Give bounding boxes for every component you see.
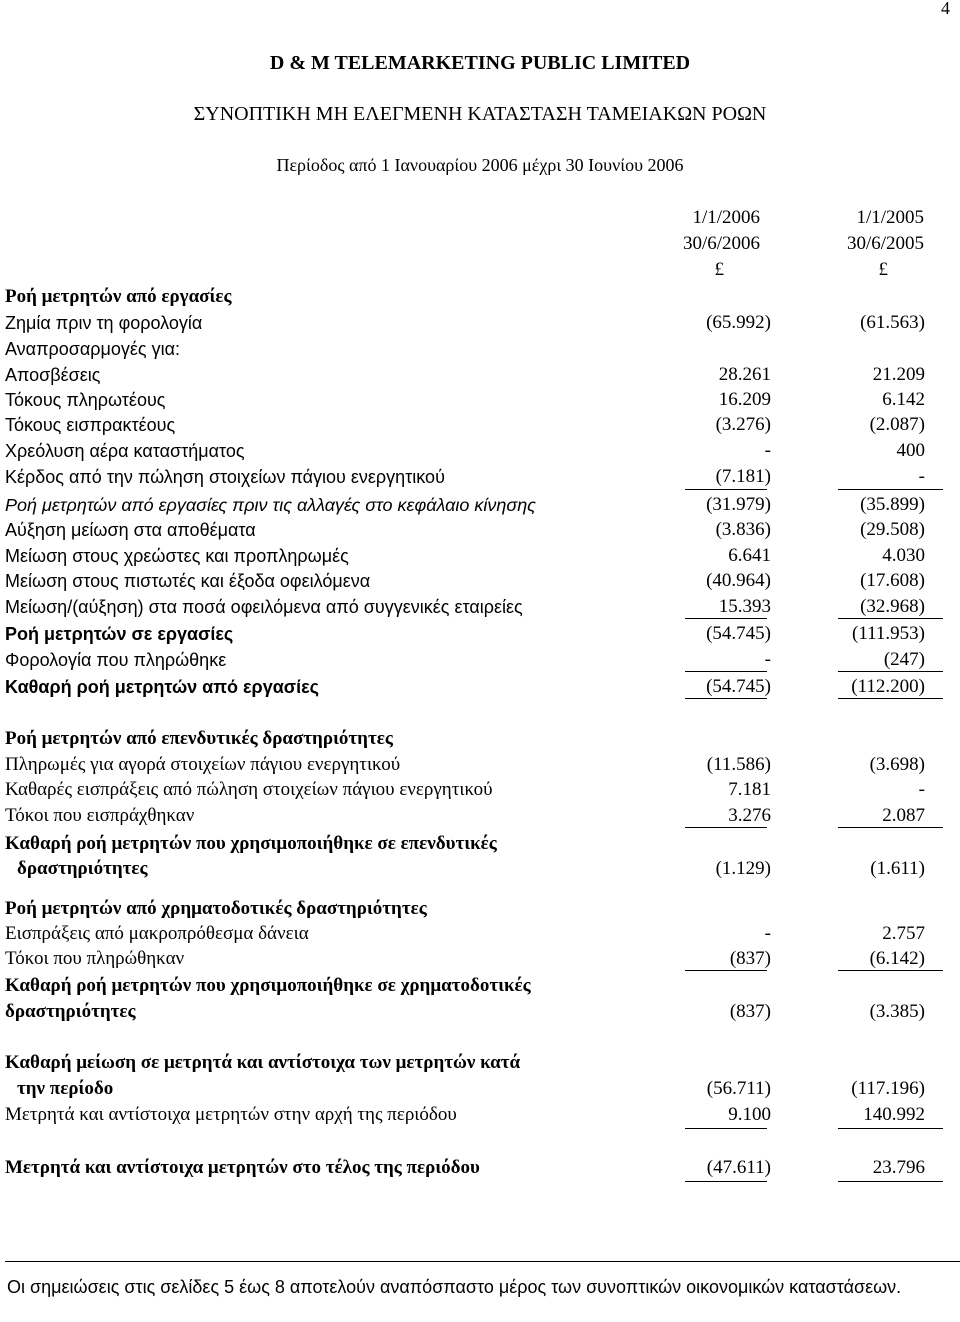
row-label: Μετρητά και αντίστοιχα μετρητών στην αρχή της περιόδου xyxy=(5,1104,457,1125)
subtotal-rule xyxy=(838,489,943,490)
column-2005-from: 1/1/2005 xyxy=(856,207,924,228)
value-2005: (2.087) xyxy=(869,414,925,435)
table-row xyxy=(5,621,945,647)
subtotal-rule xyxy=(838,970,943,971)
page-number: 4 xyxy=(941,0,950,18)
table-row xyxy=(5,777,945,803)
table-row xyxy=(5,517,945,543)
value-2005: (117.196) xyxy=(851,1078,925,1099)
table-row xyxy=(5,492,945,518)
row-label: Αναπροσαρμογές για: xyxy=(5,339,180,359)
value-2006: - xyxy=(764,649,771,670)
row-label: Ροή μετρητών από εργασίες πριν τις αλλαγές στο κεφάλαιο κίνησης xyxy=(5,495,536,515)
row-label: Ροή μετρητών από εργασίες xyxy=(5,286,232,307)
row-label: Μείωση στους χρεώστες και προπληρωμές xyxy=(5,546,349,566)
value-2005: 4.030 xyxy=(882,545,925,566)
value-2005: (112.200) xyxy=(851,676,925,697)
value-2006: (3.836) xyxy=(715,519,771,540)
subtotal-rule xyxy=(685,970,767,971)
row-label: δραστηριότητες xyxy=(5,1001,136,1022)
table-row xyxy=(5,568,945,594)
column-2006-from: 1/1/2006 xyxy=(692,207,760,228)
table-row xyxy=(5,284,945,310)
subtotal-rule xyxy=(838,1128,943,1129)
column-2005-to: 30/6/2005 xyxy=(846,233,924,254)
row-label: Τόκοι που εισπράχθηκαν xyxy=(5,805,195,826)
subtotal-rule xyxy=(838,618,943,619)
row-label: δραστηριότητες xyxy=(17,858,148,879)
value-2006: (1.129) xyxy=(715,858,771,879)
value-2006: 16.209 xyxy=(718,389,771,410)
table-row xyxy=(5,1050,945,1076)
value-2006: (837) xyxy=(729,948,771,969)
row-label: Αύξηση μείωση στα αποθέματα xyxy=(5,520,256,540)
value-2006: 6.641 xyxy=(728,545,771,566)
row-label: Μείωση στους πιστωτές και έξοδα οφειλόμενα xyxy=(5,571,371,591)
row-label: Ροή μετρητών σε εργασίες xyxy=(5,624,234,644)
value-2005: (32.968) xyxy=(860,596,925,617)
table-row xyxy=(5,310,945,336)
table-row xyxy=(5,831,945,857)
value-2005: 2.087 xyxy=(882,805,925,826)
footnote: Οι σημειώσεις στις σελίδες 5 έως 8 αποτελούν αναπόσπαστο μέρος των συνοπτικών οικονομικών καταστάσεων. xyxy=(7,1277,902,1297)
table-row xyxy=(5,921,945,947)
subtotal-rule xyxy=(685,671,767,672)
table-row xyxy=(5,1155,945,1181)
value-2006: (3.276) xyxy=(715,414,771,435)
footnote-divider xyxy=(5,1261,960,1262)
table-row xyxy=(5,362,945,388)
value-2006: 15.393 xyxy=(718,596,771,617)
value-2005: (29.508) xyxy=(860,519,925,540)
table-row xyxy=(5,752,945,778)
statement-title: ΣΥΝΟΠΤΙΚΗ ΜΗ ΕΛΕΓΜΕΝΗ ΚΑΤΑΣΤΑΣΗ ΤΑΜΕΙΑΚΩΝ ΡΟΩΝ xyxy=(193,103,767,125)
value-2006: (837) xyxy=(729,1001,771,1022)
row-label: Ροή μετρητών από επενδυτικές δραστηριότητες xyxy=(5,728,393,749)
column-2006-currency: £ xyxy=(714,259,724,280)
row-label: Καθαρή ροή μετρητών που χρησιμοποιήθηκε σε χρηματοδοτικές xyxy=(5,975,531,996)
value-2006: (54.745) xyxy=(706,623,771,644)
company-name: D & M TELEMARKETING PUBLIC LIMITED xyxy=(269,52,691,74)
value-2005: (3.698) xyxy=(869,754,925,775)
total-rule xyxy=(685,698,767,699)
section-heading xyxy=(5,726,945,752)
row-label: Καθαρή ροή μετρητών από εργασίες xyxy=(5,677,319,697)
value-2005: - xyxy=(918,779,925,800)
row-label: Εισπράξεις από μακροπρόθεσμα δάνεια xyxy=(5,923,309,944)
subtotal-rule xyxy=(685,1128,767,1129)
row-label: Τόκοι που πληρώθηκαν xyxy=(5,948,185,969)
value-2005: (1.611) xyxy=(870,858,925,879)
subtotal-rule xyxy=(685,489,767,490)
section-heading xyxy=(5,896,945,922)
value-2005: (3.385) xyxy=(869,1001,925,1022)
table-row xyxy=(5,412,945,438)
row-label: Πληρωμές για αγορά στοιχείων πάγιου ενεργητικού xyxy=(5,754,401,775)
row-label: Τόκους πληρωτέους xyxy=(5,390,166,410)
table-row xyxy=(5,543,945,569)
row-label: Ροή μετρητών από χρηματοδοτικές δραστηριότητες xyxy=(5,898,427,919)
table-row xyxy=(5,647,945,673)
row-label: Τόκους εισπρακτέους xyxy=(5,415,176,435)
value-2006: 9.100 xyxy=(728,1104,771,1125)
table-row xyxy=(5,387,945,413)
table-row xyxy=(5,674,945,700)
row-label: Μετρητά και αντίστοιχα μετρητών στο τέλος της περιόδου xyxy=(5,1157,480,1178)
value-2005: 21.209 xyxy=(872,364,925,385)
value-2006: (65.992) xyxy=(706,312,771,333)
column-2005-currency: £ xyxy=(878,259,888,280)
value-2006: 3.276 xyxy=(728,805,771,826)
value-2006: (31.979) xyxy=(706,494,771,515)
subtotal-rule xyxy=(838,671,943,672)
table-row xyxy=(5,1076,945,1102)
row-label: Καθαρές εισπράξεις από πώληση στοιχείων πάγιου ενεργητικού xyxy=(5,779,493,800)
table-row xyxy=(5,594,945,620)
value-2006: (47.611) xyxy=(706,1157,771,1178)
value-2005: 140.992 xyxy=(863,1104,925,1125)
value-2006: 28.261 xyxy=(718,364,771,385)
subtotal-rule xyxy=(685,827,767,828)
table-row xyxy=(5,1102,945,1128)
value-2006: (11.586) xyxy=(706,754,771,775)
value-2005: (17.608) xyxy=(860,570,925,591)
value-2005: (35.899) xyxy=(860,494,925,515)
table-row xyxy=(5,973,945,999)
value-2005: (111.953) xyxy=(852,623,925,644)
row-label: την περίοδο xyxy=(17,1078,114,1099)
table-row xyxy=(5,438,945,464)
value-2005: 23.796 xyxy=(872,1157,925,1178)
table-row xyxy=(5,999,945,1025)
value-2006: 7.181 xyxy=(728,779,771,800)
row-label: Αποσβέσεις xyxy=(5,365,101,385)
value-2005: 2.757 xyxy=(882,923,925,944)
value-2006: (7.181) xyxy=(715,466,771,487)
row-label: Καθαρή μείωση σε μετρητά και αντίστοιχα των μετρητών κατά xyxy=(5,1052,521,1073)
table-row xyxy=(5,464,945,490)
total-rule xyxy=(838,1181,943,1182)
column-header-2005 xyxy=(774,205,924,283)
value-2005: - xyxy=(918,466,925,487)
table-row xyxy=(5,803,945,829)
total-rule xyxy=(685,1181,767,1182)
table-row xyxy=(5,336,945,362)
row-label: Ζημία πριν τη φορολογία xyxy=(5,313,203,333)
table-row xyxy=(5,946,945,972)
row-label: Χρεόλυση αέρα καταστήματος xyxy=(5,441,245,461)
row-label: Μείωση/(αύξηση) στα ποσά οφειλόμενα από συγγενικές εταιρείες xyxy=(5,597,523,617)
value-2006: (54.745) xyxy=(706,676,771,697)
value-2006: - xyxy=(764,923,771,944)
column-2006-to: 30/6/2006 xyxy=(682,233,760,254)
subtotal-rule xyxy=(838,827,943,828)
value-2006: - xyxy=(764,440,771,461)
total-rule xyxy=(838,698,943,699)
value-2006: (40.964) xyxy=(706,570,771,591)
period-heading: Περίοδος από 1 Ιανουαρίου 2006 μέχρι 30 Ιουνίου 2006 xyxy=(276,155,684,175)
value-2005: 6.142 xyxy=(882,389,925,410)
table-row xyxy=(5,856,945,882)
value-2005: (61.563) xyxy=(860,312,925,333)
column-header-2006 xyxy=(610,205,760,283)
row-label: Φορολογία που πληρώθηκε xyxy=(5,650,227,670)
row-label: Κέρδος από την πώληση στοιχείων πάγιου ενεργητικού xyxy=(5,467,445,487)
value-2005: (247) xyxy=(883,649,925,670)
subtotal-rule xyxy=(685,618,767,619)
value-2005: (6.142) xyxy=(869,948,925,969)
value-2006: (56.711) xyxy=(706,1078,771,1099)
row-label: Καθαρή ροή μετρητών που χρησιμοποιήθηκε σε επενδυτικές xyxy=(5,833,497,854)
value-2005: 400 xyxy=(896,440,925,461)
